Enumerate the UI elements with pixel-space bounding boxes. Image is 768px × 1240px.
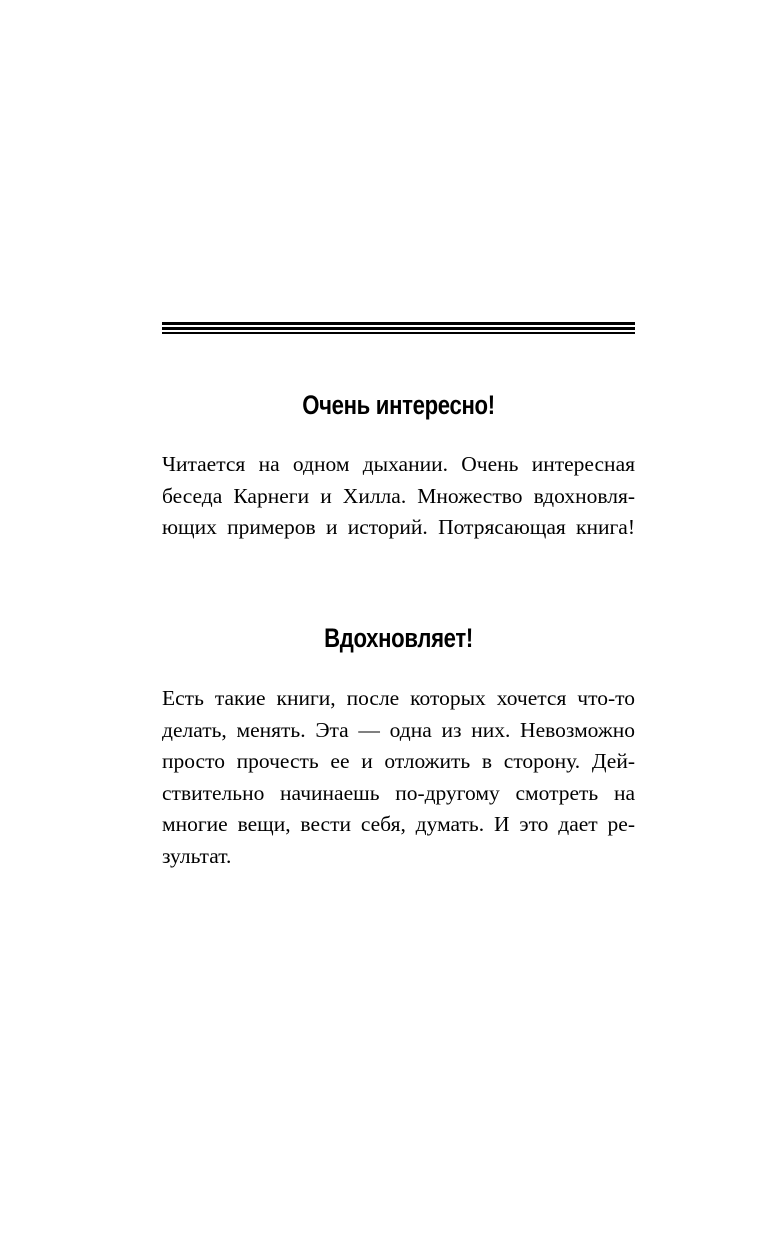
text-line: просто прочесть ее и отложить в сторону. Дей-: [162, 749, 635, 773]
text-line: ющих примеров и историй. Потрясающая книга!: [162, 515, 635, 539]
rule-line: [162, 332, 635, 334]
triple-rule-divider: [162, 322, 635, 334]
text-line: делать, менять. Эта — одна из них. Невозможно: [162, 717, 635, 742]
review-heading: Вдохновляет!: [324, 623, 473, 653]
review-text: [162, 449, 635, 544]
text-line: беседа Карнеги и Хилла. Множество вдохновля-: [162, 483, 635, 508]
rule-line: [162, 322, 635, 325]
text-line: ствительно начинаешь по-другому смотреть на: [162, 780, 635, 805]
text-line: Есть такие книги, после которых хочется что-то: [162, 686, 635, 710]
text-line: Читается на одном дыхании. Очень интересная: [162, 452, 635, 476]
review-heading: Очень интересно!: [302, 390, 495, 420]
review-text: [162, 683, 635, 872]
text-line: зультат.: [162, 843, 232, 868]
rule-line: [162, 327, 635, 330]
text-line: многие вещи, вести себя, думать. И это дает ре-: [162, 812, 635, 836]
